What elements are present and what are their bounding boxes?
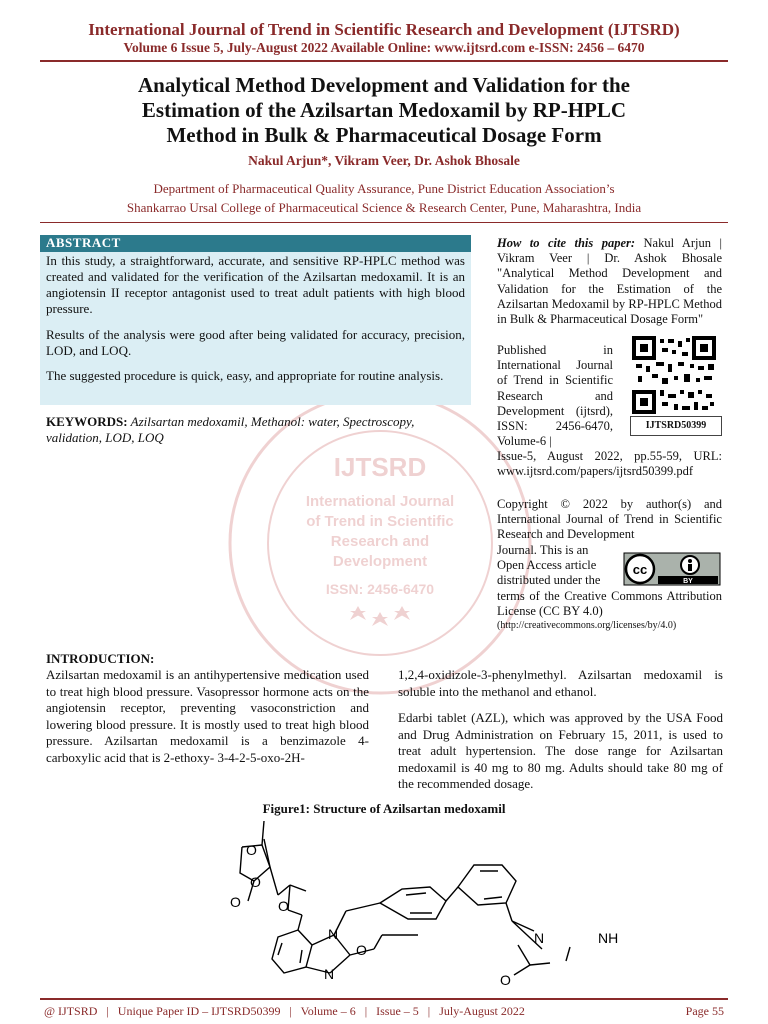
keywords-text: Azilsartan medoxamil, Methanol: water, Spectroscopy, validation, LOD, LOQ bbox=[46, 414, 415, 445]
atom-label: NH bbox=[598, 930, 619, 946]
introduction-paragraph: Azilsartan medoxamil is an antihypertensive medication used to treat high blood pressure. Vasopressor hormone acts on the angiotensin receptor, preventing vasoconstriction and lowering blood pressure. It is mostly used to treat high blood pressure. Azilsartan medoxamil is a benzimazole 4-carboxylic acid that is 2-ethoxy- 3-4-2-5-oxo-2H- bbox=[46, 667, 369, 765]
paper-title-line: Analytical Method Development and Validation for the bbox=[138, 73, 630, 97]
authors: Nakul Arjun*, Vikram Veer, Dr. Ashok Bhosale bbox=[248, 153, 520, 168]
atom-label: O bbox=[246, 842, 257, 858]
affiliation-rule bbox=[40, 222, 728, 223]
qr-code-icon bbox=[632, 336, 716, 414]
introduction-heading: INTRODUCTION: bbox=[46, 651, 155, 666]
atom-label: O bbox=[500, 972, 511, 988]
paper-title-line: Estimation of the Azilsartan Medoxamil by RP-HPLC bbox=[141, 98, 627, 122]
abstract-paragraph: In this study, a straightforward, accurate, and sensitive RP-HPLC method was created and validated for the verification of the Azilsartan medoxamil. It is an angiotensin II receptor antagonist used to treat adult patients with high blood pressure. bbox=[46, 253, 465, 316]
watermark-name: IJTSRD bbox=[333, 452, 427, 482]
watermark-line: of Trend in Scientific bbox=[306, 513, 454, 530]
atom-label: O bbox=[230, 894, 241, 910]
footer-rule bbox=[40, 998, 728, 1000]
atom-label: N bbox=[534, 930, 545, 946]
keywords bbox=[46, 414, 471, 446]
paper-title-line: Method in Bulk & Pharmaceutical Dosage Form bbox=[166, 123, 602, 147]
journal-subtitle: Volume 6 Issue 5, July-August 2022 Available Online: www.ijtsrd.com e-ISSN: 2456 – 6470 bbox=[123, 40, 645, 55]
citation-text: Nakul Arjun | Vikram Veer | Dr. Ashok Bhosale "Analytical Method Development and Validation for the Estimation of the Azilsartan Medoxamil by RP-HPLC Method in Bulk & Pharmaceutical Dosage Form" bbox=[497, 236, 722, 327]
figure-caption: Figure1: Structure of Azilsartan medoxamil bbox=[262, 801, 506, 816]
cc-by-license-badge bbox=[624, 553, 720, 585]
atom-label: N bbox=[324, 966, 335, 982]
atom-label: O bbox=[250, 874, 261, 890]
affiliation: Department of Pharmaceutical Quality Assurance, Pune District Education Association’s bbox=[153, 181, 615, 196]
affiliation: Shankarrao Ursal College of Pharmaceutical Science & Research Center, Pune, Maharashtra, India bbox=[126, 200, 642, 215]
watermark-line: Development bbox=[332, 553, 428, 570]
header-rule bbox=[40, 60, 728, 62]
citation-text: Issue-5, August 2022, pp.55-59, URL: www.ijtsrd.com/papers/ijtsrd50399.pdf bbox=[497, 449, 722, 479]
abstract-paragraph: The suggested procedure is quick, easy, and appropriate for routine analysis. bbox=[46, 368, 444, 383]
paper-title bbox=[60, 73, 708, 148]
atom-label: O bbox=[278, 898, 289, 914]
atom-label: N bbox=[328, 926, 339, 942]
copyright-text: Journal. This is an Open Access article distributed under the bbox=[497, 543, 601, 588]
watermark-issn: ISSN: 2456-6470 bbox=[325, 581, 435, 597]
page-number: Page 55 bbox=[685, 1004, 724, 1018]
citation-text: Published in International Journal of Trend in Scientific Research and Development (ijtsrd), ISSN: 2456-6470, Volume-6 | bbox=[497, 343, 613, 449]
license-url: (http://creativecommons.org/licenses/by/4.0) bbox=[497, 620, 677, 631]
page-footer: @ IJTSRD | Unique Paper ID – IJTSRD50399 | Volume – 6 | Issue – 5 | July-August 2022 bbox=[44, 1004, 525, 1018]
keywords-label: KEYWORDS: bbox=[46, 414, 128, 429]
abstract-paragraph: Results of the analysis were good after being validated for accuracy, precision, LOD, and LOQ. bbox=[46, 327, 465, 358]
abstract-heading: ABSTRACT bbox=[40, 235, 471, 252]
badge-by-label: BY bbox=[683, 578, 693, 585]
atom-label: O bbox=[356, 942, 367, 958]
watermark-line: International Journal bbox=[305, 493, 455, 510]
copyright-text: terms of the Creative Commons Attribution License (CC BY 4.0) bbox=[497, 589, 722, 619]
watermark-line: Research and bbox=[330, 533, 430, 550]
citation-block bbox=[497, 236, 722, 327]
introduction-paragraph: 1,2,4-oxidizole-3-phenylmethyl. Azilsartan medoxamil is soluble into the methanol and ethanol. bbox=[398, 667, 723, 699]
journal-title: International Journal of Trend in Scientific Research and Development (IJTSRD) bbox=[88, 20, 680, 39]
paper-id-label: IJTSRD50399 bbox=[630, 416, 722, 436]
svg-text:cc: cc bbox=[632, 562, 648, 577]
azilsartan-medoxamil-structure bbox=[230, 815, 670, 995]
introduction-paragraph: Edarbi tablet (AZL), which was approved by the USA Food and Drug Administration on February 15, 2011, is used to treat adult hypertension. The dose range for Azilsartan medoxamil is 40 mg to 80 mg. Adults should take 80 mg of the recommended dosage. bbox=[398, 710, 723, 792]
citation-label: How to cite this paper: bbox=[497, 236, 636, 250]
copyright-text: Copyright © 2022 by author(s) and International Journal of Trend in Scientific Research and Development bbox=[497, 497, 722, 542]
